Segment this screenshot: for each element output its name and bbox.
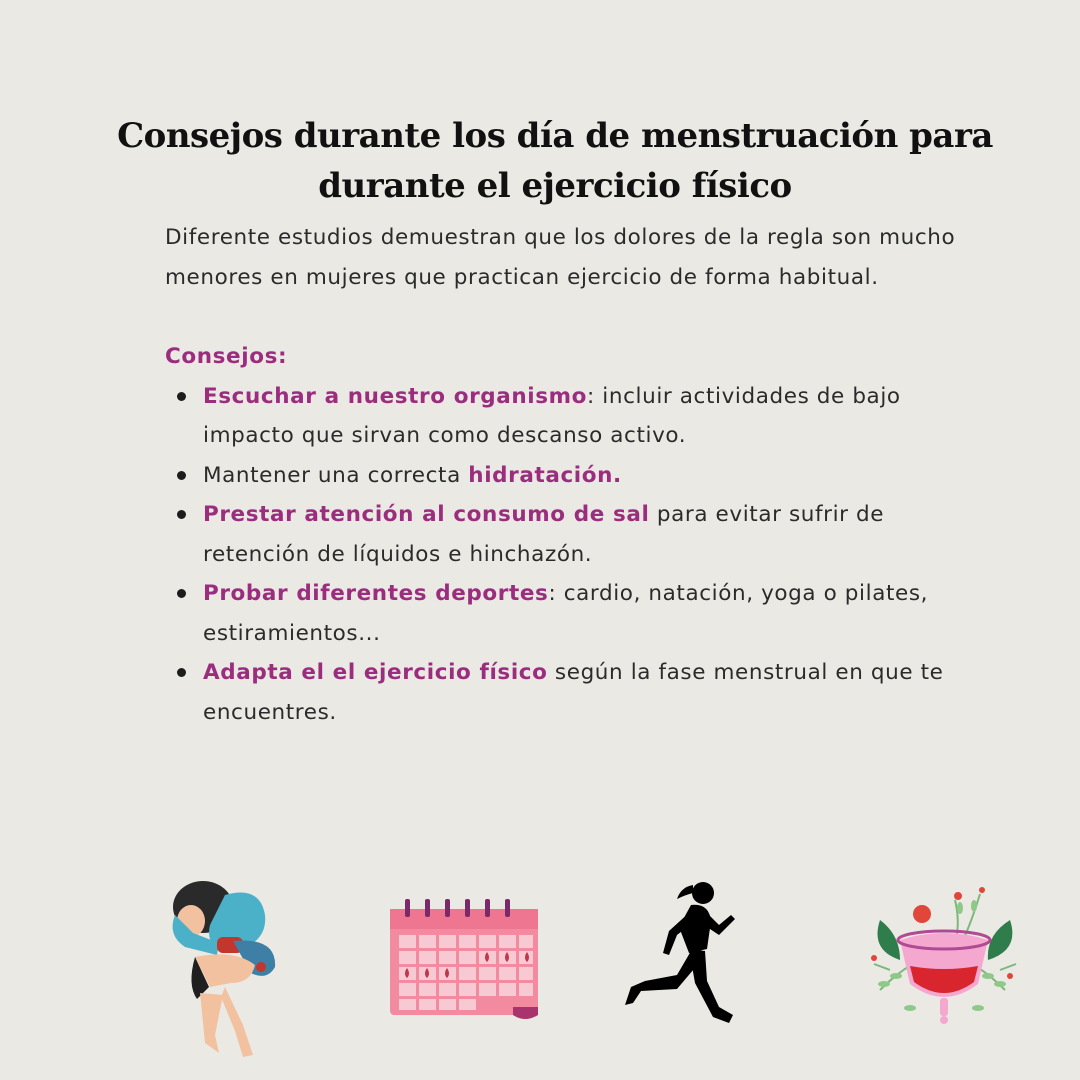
menstrual-cup-icon (860, 880, 1025, 1030)
list-item: Probar diferentes deportes: cardio, natación, yoga o pilates, estiramientos... (203, 574, 965, 653)
bullet-icon (177, 668, 186, 677)
list-item: Escuchar a nuestro organismo: incluir actividades de bajo impacto que sirvan como descanso activo. (203, 377, 965, 456)
tips-list (165, 377, 965, 733)
tip-highlight: Escuchar a nuestro organismo (203, 383, 588, 409)
list-item: Prestar atención al consumo de sal para evitar sufrir de retención de líquidos e hinchazón. (203, 495, 965, 574)
bullet-icon (177, 510, 186, 519)
tip-highlight: Probar diferentes deportes (203, 581, 549, 606)
tips-heading: Consejos: (165, 344, 288, 369)
bullet-icon (177, 471, 186, 480)
main-content (165, 218, 965, 732)
list-item: Adapta el el ejercicio físico según la fase menstrual en que te encuentres. (203, 653, 965, 732)
list-item: Mantener una correcta hidratación. (203, 456, 965, 496)
page-title: Consejos durante los día de menstruación para durante el ejercicio físico (117, 115, 993, 206)
tip-highlight: hidratación. (468, 462, 622, 488)
period-calendar-icon (385, 895, 545, 1020)
intro-paragraph: Diferente estudios demuestran que los dolores de la regla son mucho menores en mujeres que practican ejercicio de forma habitual. (165, 225, 956, 290)
running-woman-icon (615, 875, 740, 1035)
woman-cramps-icon (155, 875, 285, 1065)
bullet-icon (177, 392, 186, 401)
bullet-icon (177, 589, 186, 598)
tip-highlight: Prestar atención al consumo de sal (203, 502, 650, 527)
tip-highlight: Adapta el el ejercicio físico (203, 660, 548, 685)
